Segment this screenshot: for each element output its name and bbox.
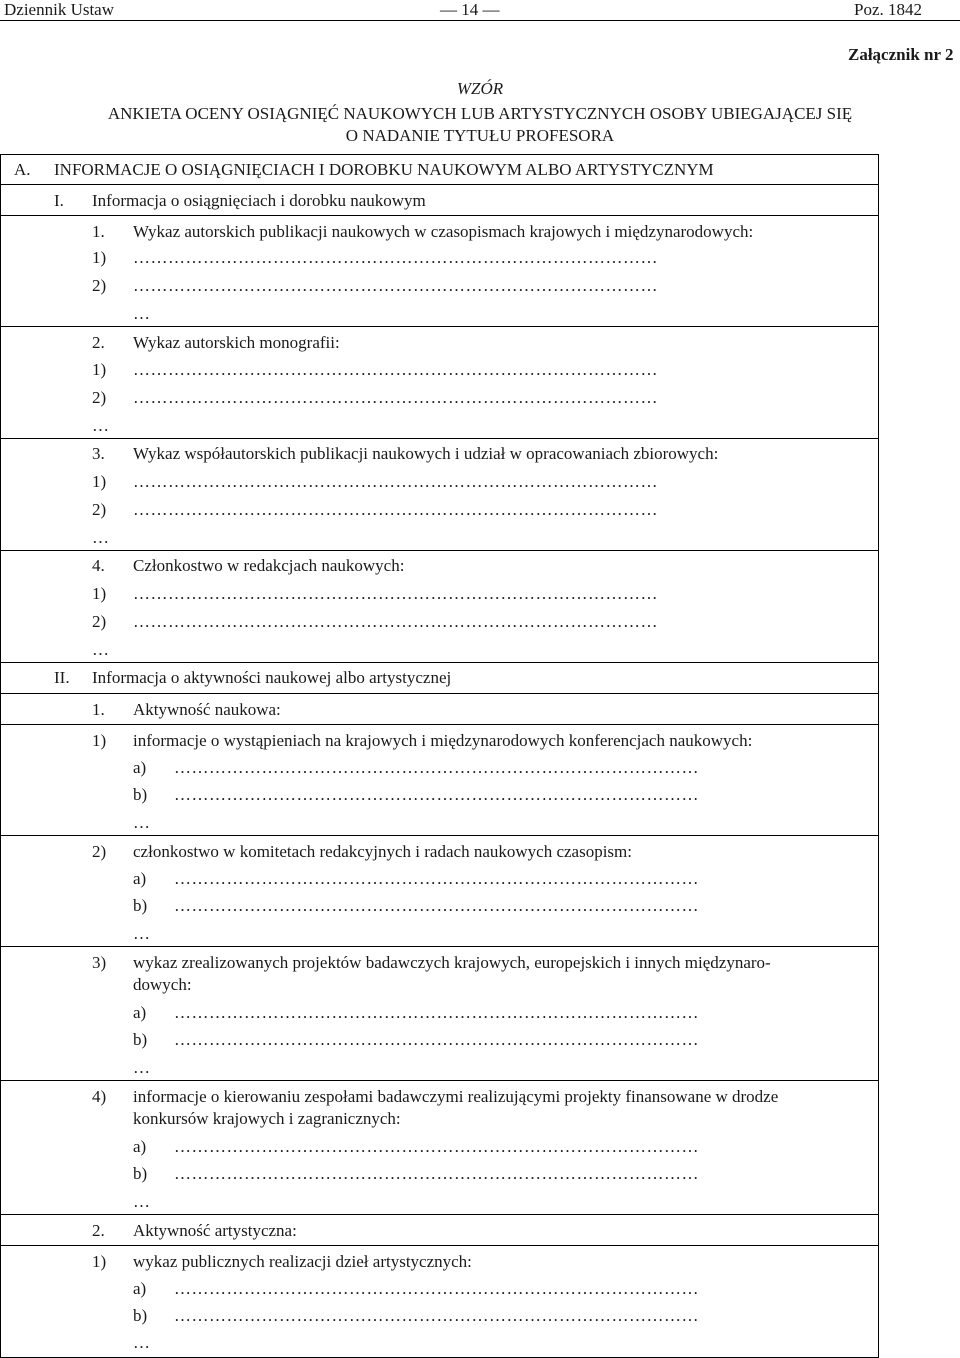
fill-in-line[interactable]: ……………………………………………………………………………… bbox=[174, 1030, 699, 1049]
row-divider bbox=[0, 835, 879, 836]
entry-heading: członkostwo w komitetach redakcyjnych i radach naukowych czasopism: bbox=[133, 842, 632, 861]
fill-in-line[interactable]: ……………………………………………………………………………… bbox=[174, 896, 699, 915]
item-number: 3. bbox=[92, 444, 105, 463]
entry-number: 2) bbox=[92, 500, 107, 519]
item-heading: Wykaz autorskich publikacji naukowych w czasopismach krajowych i międzynarodowych: bbox=[133, 222, 754, 241]
item-number: 2. bbox=[92, 333, 105, 352]
row-divider bbox=[0, 1214, 879, 1215]
sub-entry-letter: a) bbox=[133, 758, 147, 777]
entry-number: 1) bbox=[92, 248, 107, 267]
part-ii-number: II. bbox=[54, 668, 70, 687]
fill-in-line[interactable]: ……………………………………………………………………………… bbox=[133, 584, 658, 603]
entry-heading-continued: konkursów krajowych i zagranicznych: bbox=[133, 1109, 401, 1128]
ellipsis: … bbox=[133, 1333, 150, 1352]
entry-number: 3) bbox=[92, 953, 107, 972]
sub-entry-letter: a) bbox=[133, 869, 147, 888]
entry-number: 1) bbox=[92, 1252, 107, 1271]
item-heading: Członkostwo w redakcjach naukowych: bbox=[133, 556, 405, 575]
fill-in-line[interactable]: ……………………………………………………………………………… bbox=[174, 869, 699, 888]
item-number: 1. bbox=[92, 222, 105, 241]
sub-entry-letter: b) bbox=[133, 896, 148, 915]
sub-entry-letter: a) bbox=[133, 1279, 147, 1298]
fill-in-line[interactable]: ……………………………………………………………………………… bbox=[133, 612, 658, 631]
row-divider bbox=[0, 438, 879, 439]
ellipsis: … bbox=[133, 1192, 150, 1211]
fill-in-line[interactable]: ……………………………………………………………………………… bbox=[174, 1279, 699, 1298]
table-border-top bbox=[0, 154, 879, 155]
page-number: — 14 — bbox=[440, 0, 500, 19]
fill-in-line[interactable]: ……………………………………………………………………………… bbox=[174, 1003, 699, 1022]
ellipsis: … bbox=[133, 1058, 150, 1077]
table-border-right bbox=[878, 154, 879, 1358]
row-divider bbox=[0, 1245, 879, 1246]
ellipsis: … bbox=[92, 416, 109, 435]
ellipsis: … bbox=[92, 640, 109, 659]
entry-number: 2) bbox=[92, 842, 107, 861]
journal-name: Dziennik Ustaw bbox=[4, 0, 115, 19]
fill-in-line[interactable]: ……………………………………………………………………………… bbox=[174, 758, 699, 777]
sub-entry-letter: a) bbox=[133, 1137, 147, 1156]
fill-in-line[interactable]: ……………………………………………………………………………… bbox=[133, 388, 658, 407]
row-divider bbox=[0, 215, 879, 216]
sub-entry-letter: b) bbox=[133, 785, 148, 804]
fill-in-line[interactable]: ……………………………………………………………………………… bbox=[133, 472, 658, 491]
form-title-line1: ANKIETA OCENY OSIĄGNIĘĆ NAUKOWYCH LUB ARTYSTYCZNYCH OSOBY UBIEGAJĄCEJ SIĘ bbox=[107, 104, 853, 123]
fill-in-line[interactable]: ……………………………………………………………………………… bbox=[174, 1137, 699, 1156]
template-label: WZÓR bbox=[456, 79, 504, 98]
sub-entry-letter: b) bbox=[133, 1306, 148, 1325]
part-ii-heading: Informacja o aktywności naukowej albo artystycznej bbox=[92, 668, 452, 687]
scientific-activity-heading: Aktywność naukowa: bbox=[133, 700, 281, 719]
sub-entry-letter: a) bbox=[133, 1003, 147, 1022]
entry-heading: wykaz publicznych realizacji dzieł artystycznych: bbox=[133, 1252, 472, 1271]
ellipsis: … bbox=[133, 813, 150, 832]
row-divider bbox=[0, 326, 879, 327]
part-i-heading: Informacja o osiągnięciach i dorobku naukowym bbox=[92, 191, 426, 210]
fill-in-line[interactable]: ……………………………………………………………………………… bbox=[133, 276, 658, 295]
sub-entry-letter: b) bbox=[133, 1030, 148, 1049]
ellipsis: … bbox=[92, 528, 109, 547]
fill-in-line[interactable]: ……………………………………………………………………………… bbox=[174, 1306, 699, 1325]
sub-entry-letter: b) bbox=[133, 1164, 148, 1183]
entry-number: 2) bbox=[92, 612, 107, 631]
entry-number: 4) bbox=[92, 1087, 107, 1106]
fill-in-line[interactable]: ……………………………………………………………………………… bbox=[133, 360, 658, 379]
row-divider bbox=[0, 550, 879, 551]
entry-heading-continued: dowych: bbox=[133, 975, 192, 994]
entry-number: 2) bbox=[92, 276, 107, 295]
entry-number: 1) bbox=[92, 360, 107, 379]
header-rule bbox=[0, 20, 960, 21]
item-number: 1. bbox=[92, 700, 105, 719]
row-divider bbox=[0, 693, 879, 694]
fill-in-line[interactable]: ……………………………………………………………………………… bbox=[174, 1164, 699, 1183]
fill-in-line[interactable]: ……………………………………………………………………………… bbox=[133, 248, 658, 267]
row-divider bbox=[0, 946, 879, 947]
entry-number: 1) bbox=[92, 731, 107, 750]
position-number: Poz. 1842 bbox=[854, 0, 922, 19]
annex-label: Załącznik nr 2 bbox=[848, 45, 954, 64]
entry-heading: informacje o wystąpieniach na krajowych i międzynarodowych konferencjach naukowych: bbox=[133, 731, 753, 750]
row-divider bbox=[0, 662, 879, 663]
item-heading: Wykaz współautorskich publikacji naukowych i udział w opracowaniach zbiorowych: bbox=[133, 444, 719, 463]
ellipsis: … bbox=[133, 924, 150, 943]
entry-number: 1) bbox=[92, 584, 107, 603]
row-divider bbox=[0, 724, 879, 725]
form-title-line2: O NADANIE TYTUŁU PROFESORA bbox=[345, 126, 615, 145]
item-heading: Wykaz autorskich monografii: bbox=[133, 333, 340, 352]
section-a-number: A. bbox=[14, 160, 31, 179]
entry-heading: informacje o kierowaniu zespołami badawczymi realizującymi projekty finansowane w drodze bbox=[133, 1087, 779, 1106]
entry-heading: wykaz zrealizowanych projektów badawczych krajowych, europejskich i innych międzynaro- bbox=[133, 953, 771, 972]
item-number: 4. bbox=[92, 556, 105, 575]
row-divider bbox=[0, 1080, 879, 1081]
part-i-number: I. bbox=[54, 191, 64, 210]
entry-number: 2) bbox=[92, 388, 107, 407]
fill-in-line[interactable]: ……………………………………………………………………………… bbox=[174, 785, 699, 804]
section-a-heading: INFORMACJE O OSIĄGNIĘCIACH I DOROBKU NAUKOWYM ALBO ARTYSTYCZNYM bbox=[54, 160, 714, 179]
artistic-activity-heading: Aktywność artystyczna: bbox=[133, 1221, 297, 1240]
ellipsis: … bbox=[133, 304, 150, 323]
item-number: 2. bbox=[92, 1221, 105, 1240]
fill-in-line[interactable]: ……………………………………………………………………………… bbox=[133, 500, 658, 519]
table-border-left bbox=[0, 154, 1, 1358]
row-divider bbox=[0, 184, 879, 185]
entry-number: 1) bbox=[92, 472, 107, 491]
